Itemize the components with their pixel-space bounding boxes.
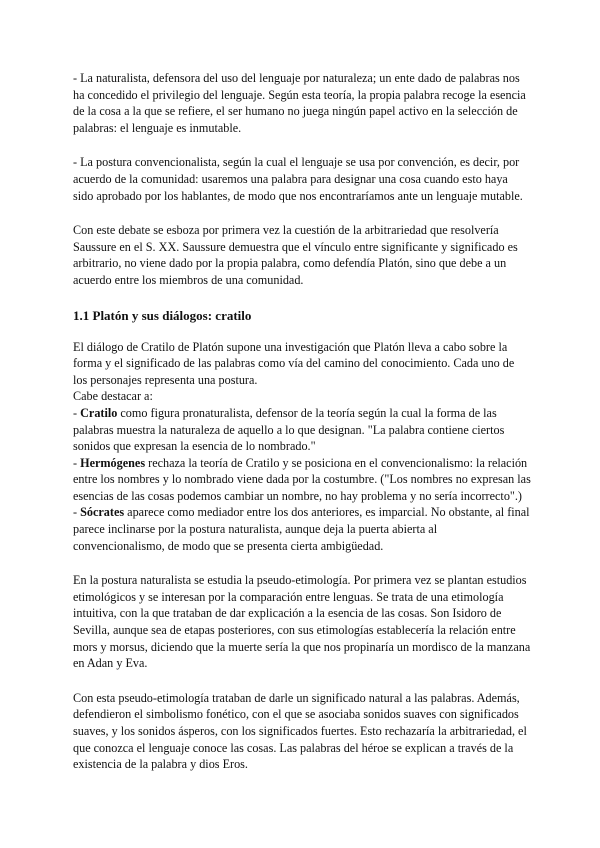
character-description: rechaza la teoría de Cratilo y se posiciona en el convencionalismo: la relación entre los nombres y lo nombrado viene dada por la costumbre. ("Los nombres no expresan las esencias de las cosas podemos cambiar un nombre, no hay problema y no sería incorrecto".) (73, 455, 531, 503)
character-name: Cratilo (80, 405, 118, 420)
cabe-destacar-line: Cabe destacar a: (73, 389, 153, 404)
character-item-hermogenes: - Hermógenes rechaza la teoría de Cratilo y se posiciona en el convencionalismo: la relación entre los nombres y lo nombrado viene dada por la costumbre. ("Los nombres no expresan las esencias de las cosas podemos cambiar un nombre, no hay problema y no sería incorrecto".) (73, 455, 531, 503)
characters-list (73, 405, 531, 554)
paragraph-simbolismo-fonetico: Con esta pseudo-etimología trataban de darle un significado natural a las palabras. Además, defendieron el simbolismo fonético, con el que se asociaba sonidos suaves con significados suaves, y los sonidos ásperos, con los significados fuertes. Esto rechazaría la arbitrariedad, el que conozca el lenguaje conoce las cosas. Las palabras del héroe se explican a través de la existencia de la palabra y dios Eros. (73, 690, 527, 772)
character-item-socrates: - Sócrates aparece como mediador entre los dos anteriores, es imparcial. No obstante, al final parece inclinarse por la postura naturalista, aunque deja la puerta abierta al convencionalismo, de modo que se presenta cierta ambigüedad. (73, 505, 530, 553)
document-body (73, 70, 531, 791)
character-item-cratilo: - Cratilo como figura pronaturalista, defensor de la teoría según la cual la forma de las palabras muestra la naturaleza de aquello a lo que designan. "La palabra contiene ciertos sonidos que expresan la esencia de lo nombrado." (73, 405, 505, 454)
paragraph-convencionalista: - La postura convencionalista, según la cual el lenguaje se usa por convención, es decir, por acuerdo de la comunidad: usaremos una palabra para designar una cosa cuando esto haya sido aprobado por los hablantes, de modo que nos encontraríamos ante un lenguaje mutable. (73, 155, 523, 203)
character-description: como figura pronaturalista, defensor de la teoría según la cual la forma de las palabras muestra la naturaleza de aquello a lo que designan. "La palabra contiene ciertos sonidos que expresan la esencia de lo nombrado." (73, 405, 505, 454)
character-name: Hermógenes (80, 455, 146, 470)
section-heading: 1.1 Platón y sus diálogos: cratilo (73, 307, 252, 323)
paragraph-cratilo-intro: El diálogo de Cratilo de Platón supone una investigación que Platón lleva a cabo sobre la forma y el significado de las palabras como vía del camino del conocimiento. Cada uno de los personajes representa una postura. (73, 339, 515, 387)
paragraph-arbitrariedad: Con este debate se esboza por primera vez la cuestión de la arbitrariedad que resolvería Saussure en el S. XX. Saussure demuestra que el vínculo entre significante y significado es arbitrario, no viene dado por la propia palabra, como defendía Platón, sino que debe a un acuerdo entre los miembros de una comunidad. (73, 223, 518, 287)
paragraph-pseudo-etimologia: En la postura naturalista se estudia la pseudo-etimología. Por primera vez se plantan estudios etimológicos y se interesan por la comparación entre lenguas. Se trata de una etimología intuitiva, con la que trataban de dar explicación a la esencia de las cosas. Son Isidoro de Sevilla, aunque sea de etapas posteriores, con sus etimologías establecería la relación entre mors y morsus, diciendo que la muerte sería la que nos propinaría un mordisco de la manzana en Adan y Eva. (73, 573, 531, 671)
paragraph-naturalista: - La naturalista, defensora del uso del lenguaje por naturaleza; un ente dado de palabras nos ha concedido el privilegio del lenguaje. Según esta teoría, la propia palabra recoge la esencia de la cosa a la que se refiere, el ser humano no juega ningún papel activo en la selección de palabras: el lenguaje es inmutable. (73, 71, 526, 135)
character-name: Sócrates (80, 505, 125, 520)
character-description: aparece como mediador entre los dos anteriores, es imparcial. No obstante, al final parece inclinarse por la postura naturalista, aunque deja la puerta abierta al convencionalismo, de modo que se presenta cierta ambigüedad. (73, 505, 530, 553)
